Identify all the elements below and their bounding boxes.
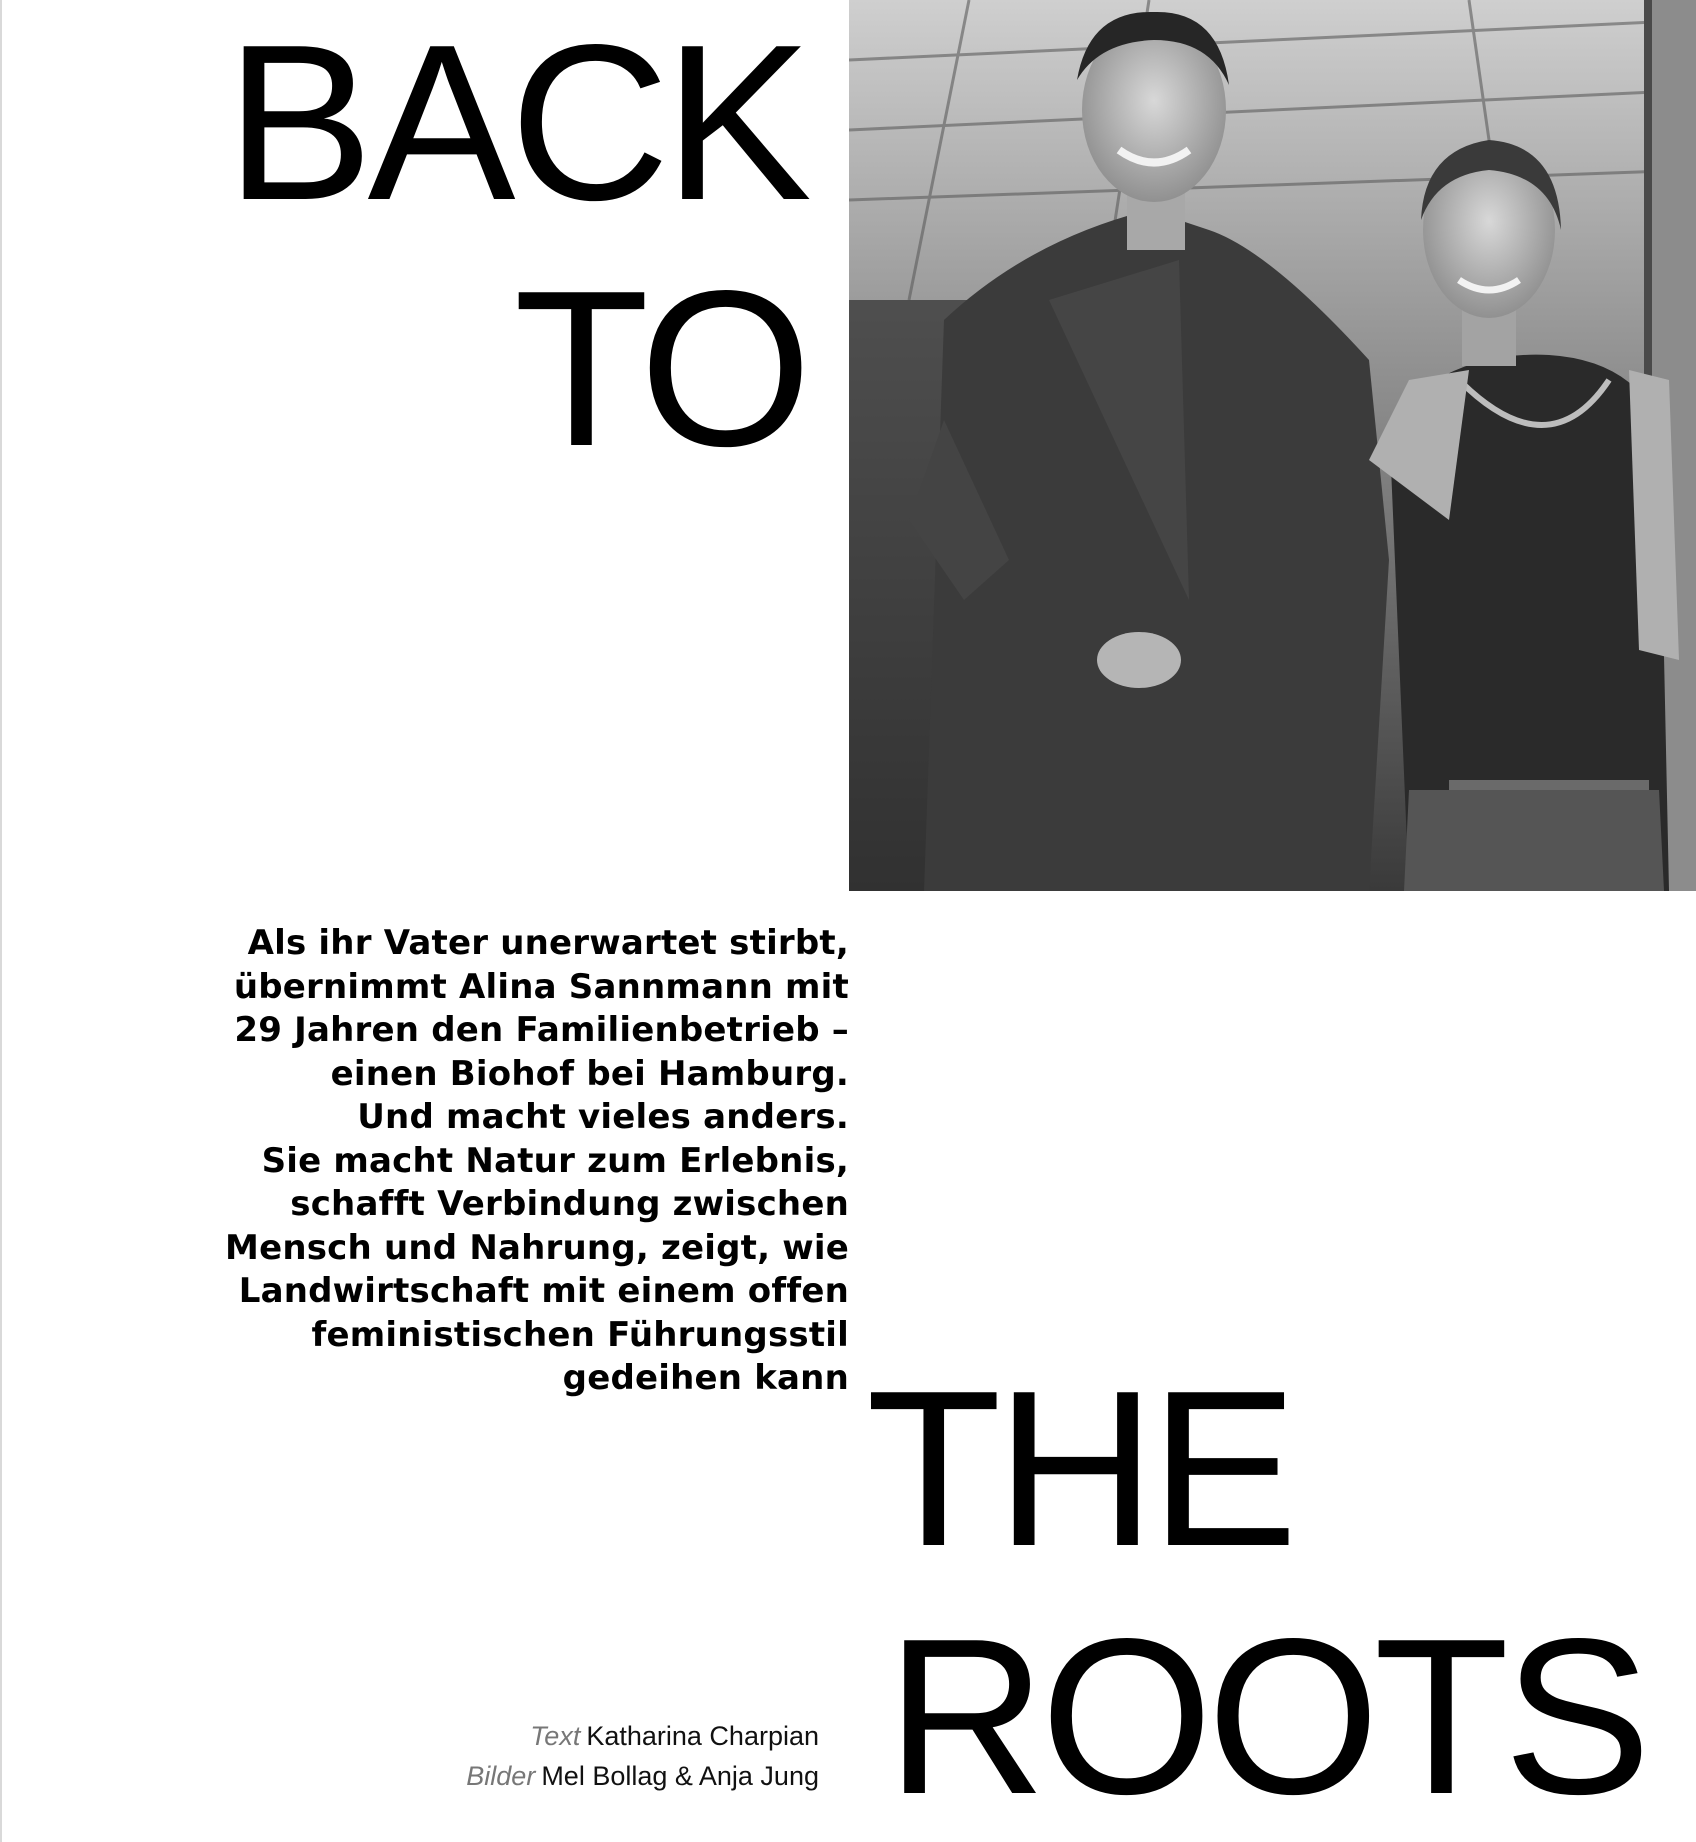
lede-line: Landwirtschaft mit einem offen [238, 1271, 849, 1311]
lede-line: Als ihr Vater unerwartet stirbt, [247, 923, 849, 963]
lede-line: schafft Verbindung zwischen [290, 1184, 849, 1224]
headline-line-the: THE [866, 1345, 1292, 1593]
credit-text-name: Katharina Charpian [586, 1721, 819, 1751]
lede-line: übernimmt Alina Sannmann mit [233, 966, 849, 1007]
lede-line: Mensch und Nahrung, zeigt, wie [225, 1227, 849, 1268]
lede-line: gedeihen kann [562, 1358, 849, 1398]
credit-text-role: Text [530, 1721, 581, 1751]
credit-text-line [466, 1716, 819, 1756]
lede-line: feministischen Führungsstil [311, 1314, 849, 1355]
credit-images-name: Mel Bollag & Anja Jung [541, 1761, 819, 1791]
page-edge-divider [0, 0, 2, 1842]
lede-line: 29 Jahren den Familienbetrieb – [234, 1010, 849, 1050]
credit-images-line [466, 1756, 819, 1796]
credit-images-role: Bilder [466, 1761, 536, 1791]
headline-line-back: BACK [225, 0, 806, 247]
lede-paragraph [129, 922, 849, 1401]
lede-line: Sie macht Natur zum Erlebnis, [261, 1140, 849, 1181]
credits-block [466, 1716, 819, 1796]
lede-line: einen Biohof bei Hamburg. [330, 1053, 849, 1094]
portrait-photo [849, 0, 1696, 891]
lede-line: Und macht vieles anders. [357, 1097, 849, 1137]
headline-line-to: TO [513, 245, 806, 493]
headline-line-roots: ROOTS [886, 1593, 1646, 1841]
